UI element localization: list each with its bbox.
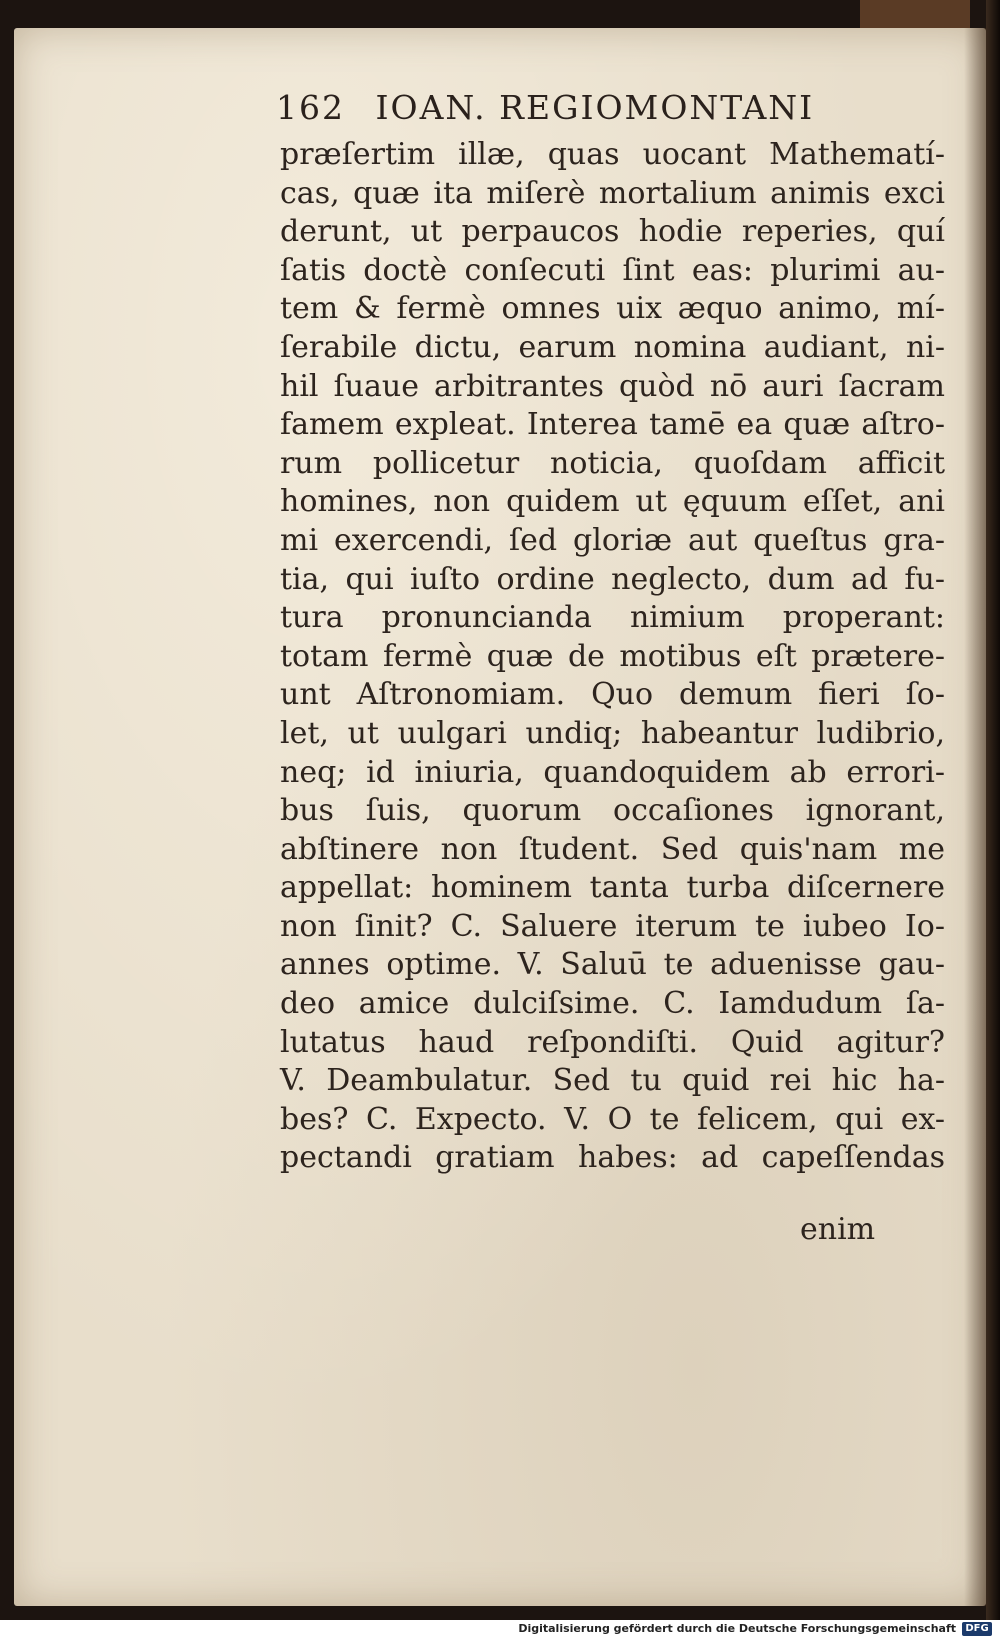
text-line: non ſinit? C. Saluere iterum te iubeo Io- [280,908,945,944]
text-line: homines, non quidem ut ęquum eſſet, ani [280,484,945,520]
footer-bar [0,1620,1000,1639]
text-line: neq; id iniuria, quandoquidem ab errori- [280,754,945,790]
text-line: appellat: hominem tanta turba diſcernere [280,870,945,906]
body-text [280,136,945,1178]
text-line: præſertim illæ, quas uocant Mathematí- [280,137,945,172]
text-line: totam fermè quæ de motibus eſt prætere- [280,638,945,674]
text-line: pectandi gratiam habes: ad capeſſendas [280,1140,945,1176]
dfg-logo: DFG [962,1622,992,1636]
text-line: cas, quæ ita miſerè mortalium animis exci [280,175,945,211]
text-line: let, ut uulgari undiq; habeantur ludibrio, [280,715,945,751]
running-head-title: IOAN. REGIOMONTANI [375,88,815,127]
text-line: unt Aſtronomiam. Quo demum fieri ſo- [280,677,945,713]
catchword: enim [800,1212,876,1247]
text-line: tem & fermè omnes uix æquo animo, mí- [280,291,945,327]
text-line: tura pronuncianda nimium properant: [280,600,945,636]
text-line: lutatus haud reſpondiſti. Quid agitur? [280,1024,945,1060]
funding-credit: Digitalisierung gefördert durch die Deutsche Forschungsgemeinschaft [518,1622,956,1635]
book-spine [986,0,1000,1620]
running-head [276,88,876,127]
text-line: abſtinere non ſtudent. Sed quis'nam me [280,831,945,867]
text-line: rum pollicetur noticia, quoſdam afficit [280,445,945,481]
text-line: tia, qui iuſto ordine neglecto, dum ad fu- [280,561,945,597]
text-line: deo amice dulciſsime. C. Iamdudum ſa- [280,986,945,1022]
text-line: derunt, ut perpaucos hodie reperies, quí [280,214,945,250]
text-line: annes optime. V. Saluū te aduenisse gau- [280,947,945,983]
text-line: ſerabile dictu, earum nomina audiant, ni- [280,329,945,365]
text-line: bus ſuis, quorum occaſiones ignorant, [280,793,945,829]
text-line: mi exercendi, ſed gloriæ aut queſtus gra- [280,522,945,558]
page-number: 162 [276,88,345,127]
text-line: famem expleat. Interea tamē ea quæ aſtro- [280,407,945,443]
text-line: bes? C. Expecto. V. O te felicem, qui ex- [280,1101,945,1137]
page-gutter-shadow [964,28,986,1606]
text-line: hil ſuaue arbitrantes quòd nō auri ſacram [280,368,945,404]
text-line: ſatis doctè conſecuti ſint eas: plurimi au- [280,252,945,288]
text-line: V. Deambulatur. Sed tu quid rei hic ha- [280,1063,945,1099]
